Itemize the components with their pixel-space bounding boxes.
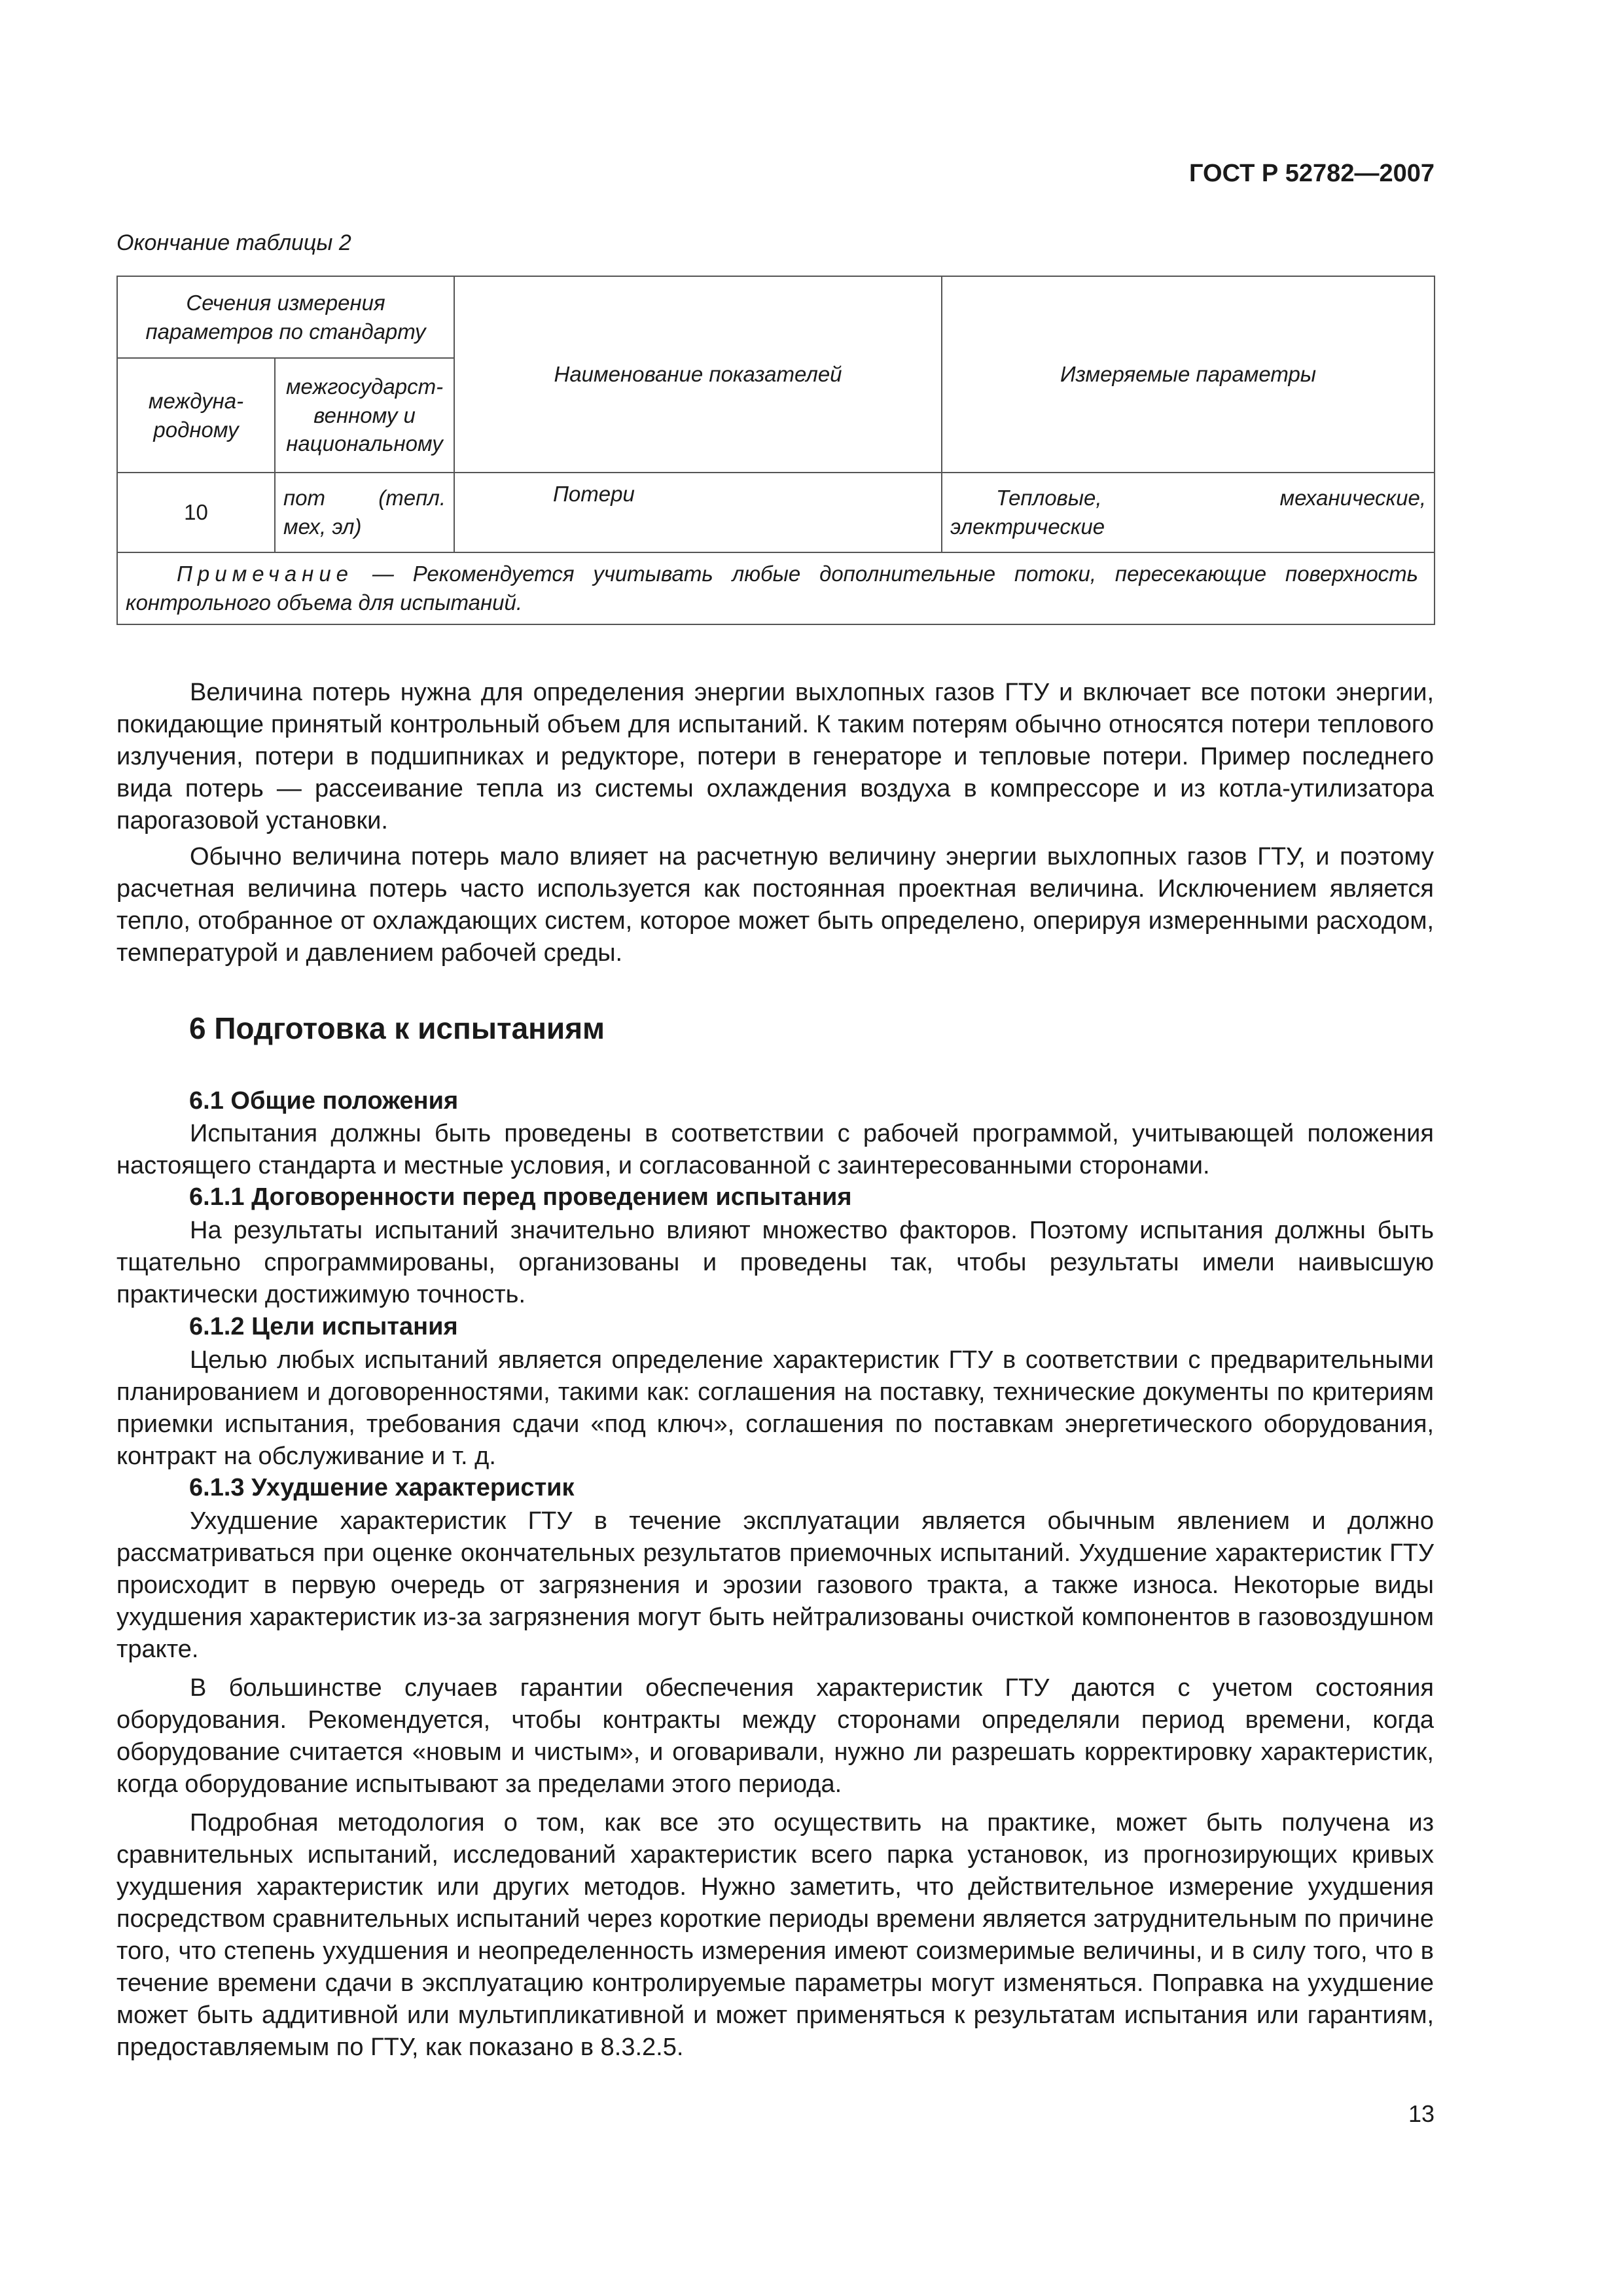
parameters-table [116,276,1435,625]
section-6-1-3-text [116,1505,1434,2064]
header-sections-group: Сечения измерения параметров по стандарту [117,276,454,358]
code-part-b: (тепл. [378,486,446,511]
table-header-row [117,276,1435,358]
section-number-cell: 10 [117,473,275,552]
paragraph: В большинстве случаев гарантии обеспечения характеристик ГТУ даются с учетом состояния оборудования. Рекомендуется, чтобы контракты между сторонами определяли период времени, когда оборудование считается «новым и чистым», и оговаривали, нужно ли разрешать корректировку характеристик, когда оборудование испытывают за пределами этого периода. [116,1674,1434,1798]
params-part-c: электрические [950,514,1105,539]
indicator-name-cell: Потери [454,473,942,552]
paragraph: Величина потерь нужна для определения энергии выхлопных газов ГТУ и включает все потоки энергии, покидающие принятый контрольный объем для испытаний. К таким потерям обычно относятся потери теплового излучения, потери в подшипниках и редукторе, потери в генераторе и тепловые потери. Пример последнего вида потерь — рассеивание тепла из системы охлаждения воздуха в компрессоре и из котла-утилизатора парогазовой установки. [116,679,1434,834]
code-part-a: пот [283,486,326,511]
section-6-1-2-text [116,1344,1434,1473]
table-row [117,473,1435,552]
paragraph: На результаты испытаний значительно влияют множество факторов. Поэтому испытания должны быть тщательно спрограммированы, организованы и проведены так, чтобы результаты имели наивысшую практически достижимую точность. [116,1217,1434,1308]
section-6-1-2-title: 6.1.2 Цели испытания [189,1313,458,1340]
page-number: 13 [1408,2100,1435,2127]
paragraph: Обычно величина потерь мало влияет на расчетную величину энергии выхлопных газов ГТУ, и поэтому расчетная величина потерь часто используется как постоянная проектная величина. Исключением является тепло, отобранное от охлаждающих систем, которое может быть определено, оперируя измеренными расходом, температурой и давлением рабочей среды. [116,843,1434,967]
table-note [117,552,1435,624]
section-6-1-text [116,1118,1434,1182]
document-id: ГОСТ Р 52782—2007 [1189,160,1435,187]
measured-params-cell [942,473,1435,552]
header-measured-params: Измеряемые параметры [942,276,1435,473]
paragraph: Испытания должны быть проведены в соответствии с рабочей программой, учитывающей положения настоящего стандарта и местные условия, и согласованной с заинтересованными сторонами. [116,1120,1434,1179]
section-6-title: 6 Подготовка к испытаниям [189,1011,605,1045]
params-part-b: механические, [1279,486,1427,511]
header-national: межгосударст-венному и национальному [275,358,454,473]
section-6-1-title: 6.1 Общие положения [189,1087,459,1115]
section-6-1-1-text [116,1215,1434,1311]
section-6-1-1-title: 6.1.1 Договоренности перед проведением испытания [189,1183,852,1211]
paragraph: Подробная методология о том, как все это осуществить на практике, может быть получена из сравнительных испытаний, исследований характеристик всего парка установок, из прогнозирующих кривых ухудшения характеристик или других методов. Нужно заметить, что действительное измерение ухудшения посредством сравнительных испытаний через короткие периоды времени является затруднительным по причине того, что степень ухудшения и неопределенность измерения имеют соизмеримые величины, и в силу того, что в течение времени сдачи в эксплуатацию контролируемые параметры могут изменяться. Поправка на ухудшение может быть аддитивной или мультипликативной и может применяться к результатам испытания или гарантиям, предоставляемым по ГТУ, как показано в 8.3.2.5. [116,1809,1434,2061]
code-part-c: мех, эл) [283,514,362,539]
note-label: Примечание [177,562,354,586]
params-part-a: Тепловые, [996,486,1102,511]
intro-text [116,677,1434,969]
note-text: — Рекомендуется учитывать любые дополнительные потоки, пересекающие поверхность контрольного объема для испытаний. [126,562,1419,615]
header-indicator-name: Наименование показателей [454,276,942,473]
table-caption: Окончание таблицы 2 [116,230,351,255]
paragraph: Ухудшение характеристик ГТУ в течение эксплуатации является обычным явлением и должно рассматриваться при оценке окончательных результатов приемочных испытаний. Ухудшение характеристик ГТУ происходит в первую очередь от загрязнения и эрозии газового тракта, а также износа. Некоторые виды ухудшения характеристик из-за загрязнения могут быть нейтрализованы очисткой компонентов в газовоздушном тракте. [116,1507,1434,1663]
paragraph: Целью любых испытаний является определение характеристик ГТУ в соответствии с предварительными планированием и договоренностями, такими как: соглашения на поставку, технические документы по критериям приемки испытания, требования сдачи «под ключ», соглашения по поставкам энергетического оборудования, контракт на обслуживание и т. д. [116,1346,1434,1470]
table-note-row [117,552,1435,624]
section-code-cell [275,473,454,552]
section-6-1-3-title: 6.1.3 Ухудшение характеристик [189,1474,575,1501]
header-international: междуна-родному [117,358,275,473]
